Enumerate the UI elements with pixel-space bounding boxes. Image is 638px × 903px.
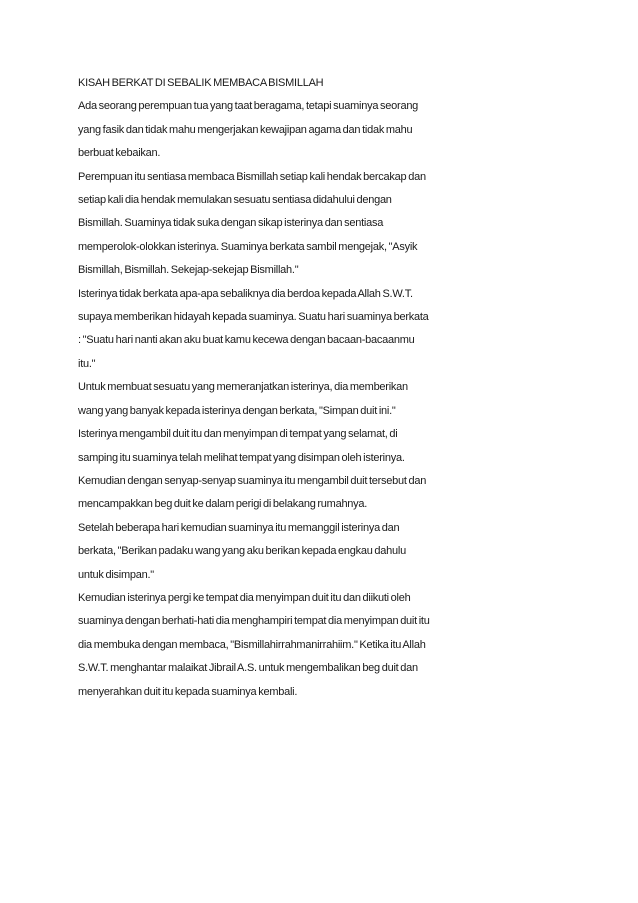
text-line: setiap kali dia hendak memulakan sesuatu sentiasa didahului dengan	[78, 194, 392, 207]
text-line: S.W.T. menghantar malaikat Jibrail A.S. untuk mengembalikan beg duit dan	[78, 662, 418, 675]
text-line: Isterinya mengambil duit itu dan menyimpan di tempat yang selamat, di	[78, 428, 398, 441]
text-line: Kemudian isterinya pergi ke tempat dia menyimpan duit itu dan diikuti oleh	[78, 591, 411, 604]
text-line: Perempuan itu sentiasa membaca Bismillah setiap kali hendak bercakap dan	[78, 170, 426, 183]
text-line: Untuk membuat sesuatu yang memeranjatkan isterinya, dia memberikan	[78, 381, 408, 394]
text-line: supaya memberikan hidayah kepada suaminya. Suatu hari suaminya berkata	[78, 311, 429, 324]
text-line: mencampakkan beg duit ke dalam perigi di belakang rumahnya.	[78, 498, 368, 511]
text-line: memperolok-olokkan isterinya. Suaminya berkata sambil mengejak, "Asyik	[78, 240, 418, 253]
text-line: menyerahkan duit itu kepada suaminya kembali.	[78, 685, 298, 698]
text-line: Isterinya tidak berkata apa-apa sebaliknya dia berdoa kepada Allah S.W.T.	[78, 287, 413, 300]
text-line: suaminya dengan berhati-hati dia menghampiri tempat dia menyimpan duit itu	[78, 615, 430, 628]
document-title: KISAH BERKAT DI SEBALIK MEMBACA BISMILLAH	[78, 77, 324, 89]
text-line: : "Suatu hari nanti akan aku buat kamu kecewa dengan bacaan-bacaanmu	[78, 334, 415, 347]
text-line: Ada seorang perempuan tua yang taat beragama, tetapi suaminya seorang	[78, 100, 419, 113]
text-line: wang yang banyak kepada isterinya dengan berkata, "Simpan duit ini."	[78, 404, 396, 417]
text-line: berkata, "Berikan padaku wang yang aku berikan kepada engkau dahulu	[78, 545, 406, 558]
text-line: Setelah beberapa hari kemudian suaminya itu memanggil isterinya dan	[78, 521, 400, 534]
text-line: Bismillah. Suaminya tidak suka dengan sikap isterinya dan sentiasa	[78, 217, 384, 230]
text-line: yang fasik dan tidak mahu mengerjakan kewajipan agama dan tidak mahu	[78, 123, 413, 136]
text-line: dia membuka dengan membaca, "Bismillahirrahmanirrahiim." Ketika itu Allah	[78, 638, 426, 651]
text-line: Bismillah, Bismillah. Sekejap-sekejap Bismillah."	[78, 264, 299, 277]
document-body	[78, 72, 478, 704]
text-line: Kemudian dengan senyap-senyap suaminya itu mengambil duit tersebut dan	[78, 474, 427, 487]
text-line: itu."	[78, 357, 96, 370]
text-line: berbuat kebaikan.	[78, 147, 161, 160]
text-line: samping itu suaminya telah melihat tempat yang disimpan oleh isterinya.	[78, 451, 405, 464]
text-line: untuk disimpan."	[78, 568, 154, 581]
